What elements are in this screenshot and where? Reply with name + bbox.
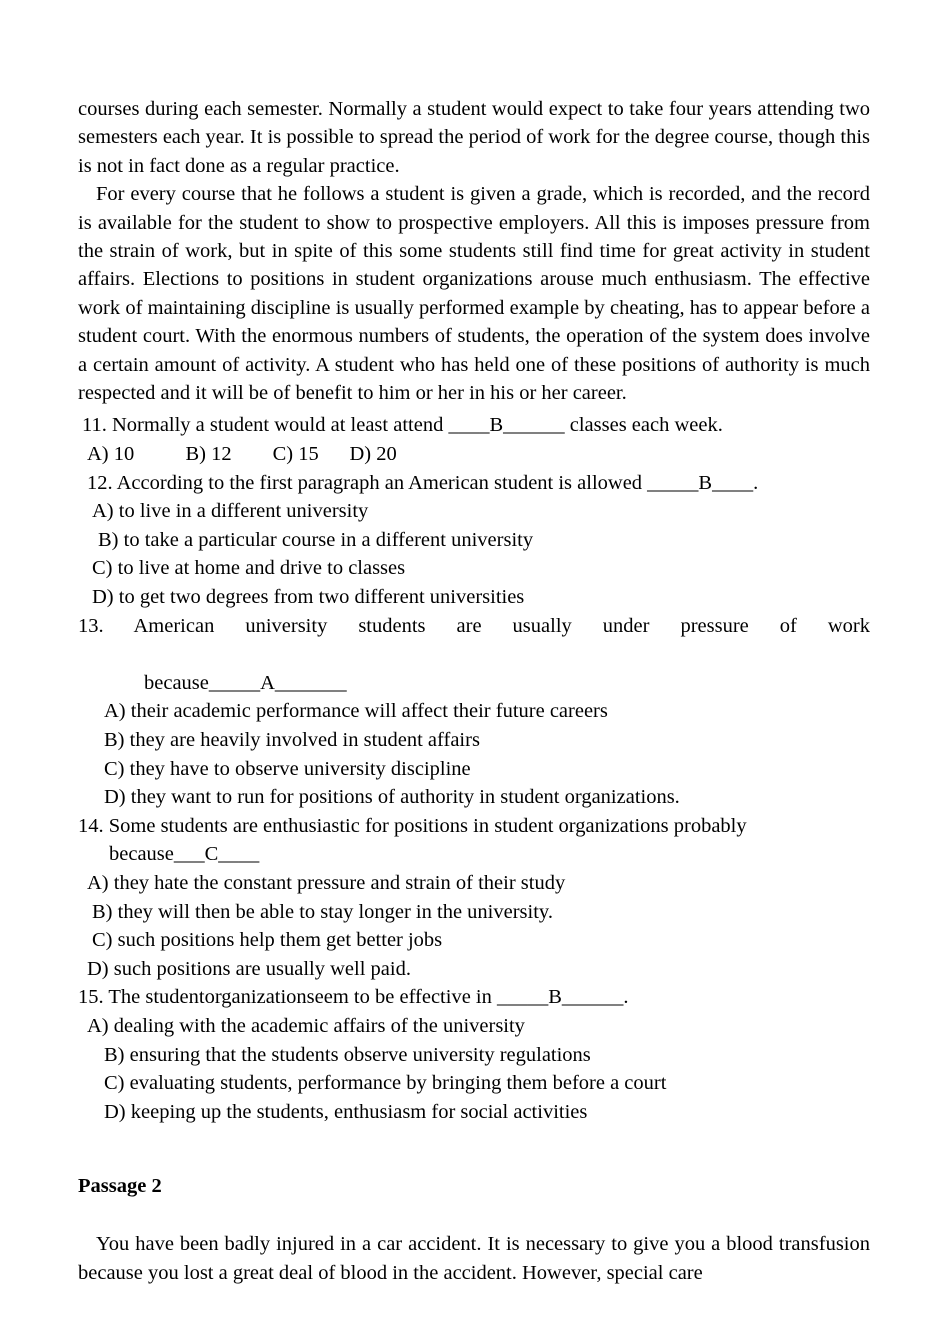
spacer-after-passage-2-heading bbox=[78, 1200, 870, 1230]
passage1-paragraph-2: For every course that he follows a student is given a grade, which is recorded, and the record is available for the student to show to prospective employers. All this is imposes pressure from the strain of work, but in spite of this some students still find time for great activity in student affairs. Elections to positions in student organizations arouse much enthusiasm. The effective work of maintaining discipline is usually performed example by cheating, has to appear before a student court. With the enormous numbers of students, the operation of the system does involve a certain amount of activity. A student who has held one of these positions of authority is much respected and it will be of benefit to him or her in his or her career. bbox=[78, 183, 870, 405]
question-11-options-inline[interactable]: A) 10 B) 12 C) 15 D) 20 bbox=[87, 443, 397, 466]
passage-2-paragraph: You have been badly injured in a car accident. It is necessary to give you a blood transfusion because you lost a great deal of blood in the accident. However, special care bbox=[78, 1233, 870, 1284]
spacer-before-passage-2 bbox=[78, 1126, 870, 1172]
question-14-stem-line-1: 14. Some students are enthusiastic for positions in student organizations probably bbox=[78, 814, 747, 837]
question-14-option-c[interactable]: C) such positions help them get better jobs bbox=[92, 929, 443, 952]
question-15-option-b[interactable]: B) ensuring that the students observe university regulations bbox=[104, 1043, 591, 1066]
question-15-stem: 15. The studentorganizationseem to be effective in _____B______. bbox=[78, 986, 629, 1009]
question-12-option-a[interactable]: A) to live in a different university bbox=[92, 500, 369, 523]
question-11-stem: 11. Normally a student would at least attend ____B______ classes each week. bbox=[82, 414, 723, 437]
question-12-option-b[interactable]: B) to take a particular course in a different university bbox=[98, 528, 534, 551]
question-13-option-d[interactable]: D) they want to run for positions of authority in student organizations. bbox=[104, 786, 680, 809]
question-12-stem: 12. According to the first paragraph an American student is allowed _____B____. bbox=[87, 471, 759, 494]
question-14-option-d[interactable]: D) such positions are usually well paid. bbox=[87, 957, 411, 980]
question-12-option-d[interactable]: D) to get two degrees from two different universities bbox=[92, 586, 525, 609]
question-15-option-c[interactable]: C) evaluating students, performance by bringing them before a court bbox=[104, 1072, 667, 1095]
question-12-option-c[interactable]: C) to live at home and drive to classes bbox=[92, 557, 406, 580]
question-15-option-a[interactable]: A) dealing with the academic affairs of the university bbox=[87, 1014, 525, 1037]
question-13-stem-line-1: 13. American university students are usually under pressure of work bbox=[78, 614, 870, 637]
question-14-option-a[interactable]: A) they hate the constant pressure and strain of their study bbox=[87, 871, 566, 894]
question-14-option-b[interactable]: B) they will then be able to stay longer in the university. bbox=[92, 900, 553, 923]
question-15-option-d[interactable]: D) keeping up the students, enthusiasm for social activities bbox=[104, 1100, 588, 1123]
passage-2-heading: Passage 2 bbox=[78, 1175, 162, 1198]
page-content bbox=[78, 95, 870, 1287]
question-13-option-c[interactable]: C) they have to observe university discipline bbox=[104, 757, 471, 780]
question-13-option-b[interactable]: B) they are heavily involved in student affairs bbox=[104, 729, 480, 751]
question-13-stem-line-2: because_____A_______ bbox=[144, 671, 347, 694]
question-13-option-a[interactable]: A) their academic performance will affect their future careers bbox=[104, 700, 608, 723]
question-14-stem-line-2: because___C____ bbox=[109, 843, 260, 866]
passage1-paragraph-1: courses during each semester. Normally a student would expect to take four years attending two semesters each year. It is possible to spread the period of work for the degree course, though this is not in fact done as a regular practice. bbox=[78, 98, 870, 177]
